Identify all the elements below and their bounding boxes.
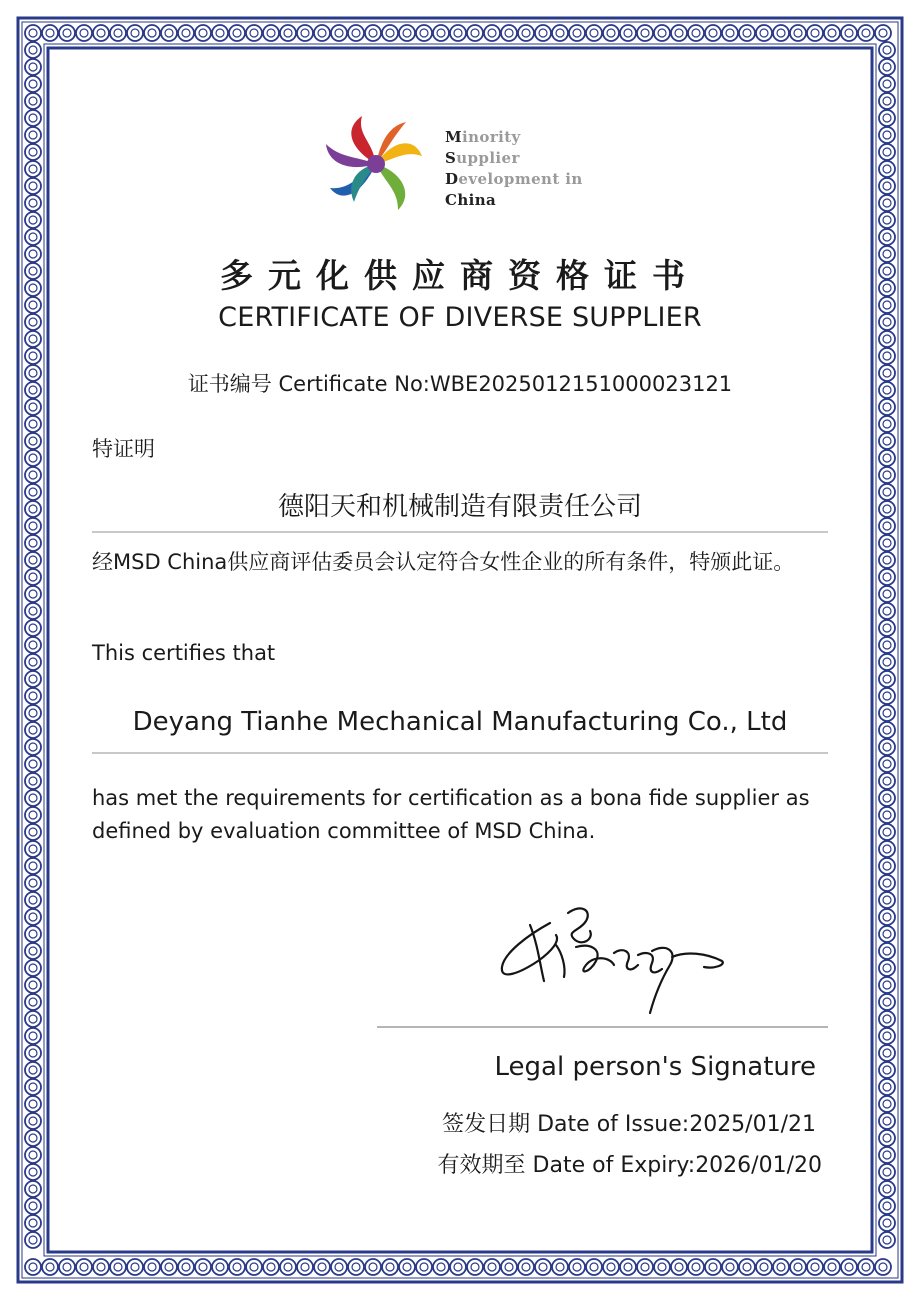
organization-name	[445, 127, 583, 211]
date-of-expiry: 有效期至 Date of Expiry:2026/01/20	[437, 1153, 822, 1178]
org-name-part: upplier	[456, 149, 520, 167]
legal-person-signature	[490, 895, 740, 1025]
signature-line	[377, 1026, 828, 1028]
divider	[92, 752, 828, 754]
certificate-title-cn: 多元化供应商资格证书	[220, 256, 700, 295]
date-of-issue: 签发日期 Date of Issue:2025/01/21	[442, 1112, 816, 1137]
certificate-number: 证书编号 Certificate No:WBE2025012151000023121	[187, 372, 733, 396]
divider	[92, 531, 828, 533]
certification-statement-en: has met the requirements for certification as a bona fide supplier as defined by evaluation committee of MSD China.	[92, 786, 810, 843]
org-name-initial: M	[445, 128, 463, 146]
org-name-part: China	[445, 191, 497, 209]
msd-china-logo	[322, 110, 430, 218]
certification-statement-cn: 经MSD China供应商评估委员会认定符合女性企业的所有条件，特颁此证。	[92, 550, 795, 574]
signature-label: Legal person's Signature	[494, 1052, 816, 1082]
org-name-initial: S	[445, 149, 457, 167]
certificate-title-en: CERTIFICATE OF DIVERSE SUPPLIER	[218, 302, 702, 333]
company-name-en: Deyang Tianhe Mechanical Manufacturing Co., Ltd	[132, 707, 788, 737]
certification-intro-en: This certifies that	[92, 641, 276, 665]
org-name-initial: D	[445, 170, 459, 188]
company-name-cn: 德阳天和机械制造有限责任公司	[277, 492, 642, 522]
hereby-certify-cn: 特证明	[92, 437, 155, 461]
org-name-part: inority	[462, 128, 521, 146]
org-name-part: evelopment in	[458, 170, 583, 188]
